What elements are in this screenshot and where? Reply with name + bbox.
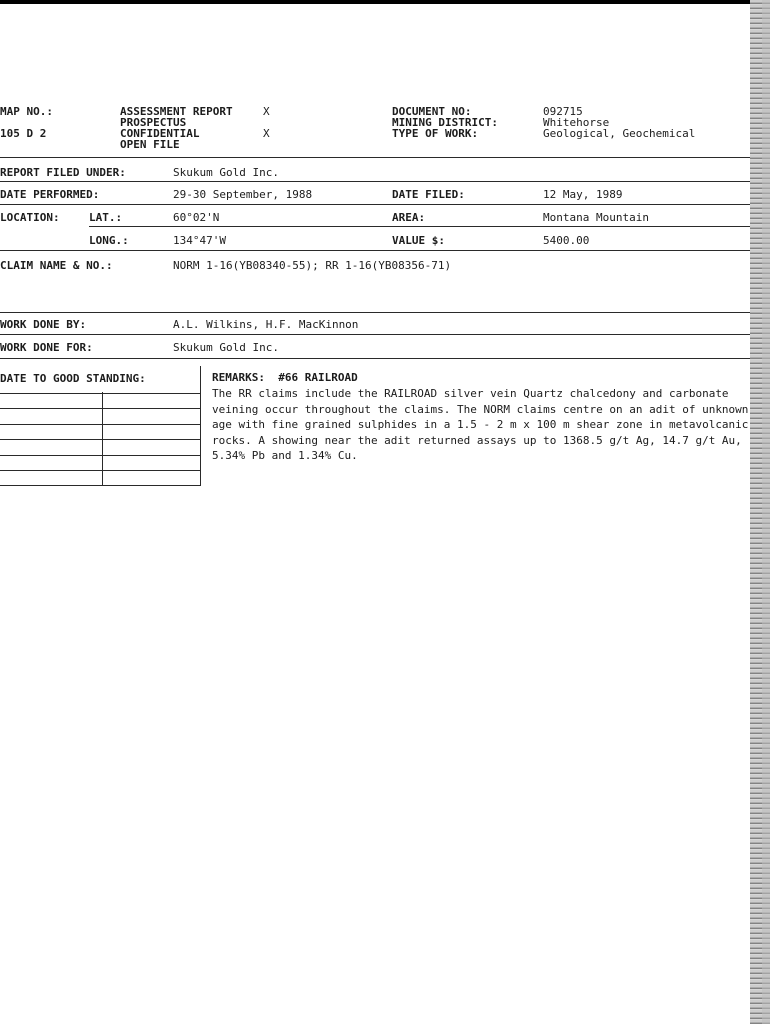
long-value: 134°47'W bbox=[173, 234, 226, 247]
document-no-value: 092715 bbox=[543, 105, 583, 118]
mining-district-label: MINING DISTRICT: bbox=[392, 116, 498, 129]
area-value: Montana Mountain bbox=[543, 211, 649, 224]
remarks-label: REMARKS: #66 RAILROAD bbox=[212, 371, 358, 384]
divider bbox=[0, 312, 750, 313]
work-done-for-label: WORK DONE FOR: bbox=[0, 341, 93, 354]
date-to-good-standing-label: DATE TO GOOD STANDING: bbox=[0, 372, 146, 385]
divider bbox=[0, 393, 200, 394]
divider bbox=[89, 226, 750, 227]
report-type-assessment: ASSESSMENT REPORT bbox=[120, 105, 233, 118]
date-performed-label: DATE PERFORMED: bbox=[0, 188, 100, 201]
report-filed-under-label: REPORT FILED UNDER: bbox=[0, 166, 126, 179]
divider bbox=[0, 408, 200, 409]
date-filed-label: DATE FILED: bbox=[392, 188, 465, 201]
assessment-mark: X bbox=[263, 105, 270, 118]
type-of-work-value: Geological, Geochemical bbox=[543, 127, 696, 140]
remarks-text: The RR claims include the RAILROAD silver vein Quartz chalcedony and carbonate veining occur throughout the claims. The NORM claims centre on an adit of unknown age with fine grained sulphides in a 1.5 - 2 m x 100 m shear zone in metavolcanic rocks. A showing near the adit returned assays up to 1368.5 g/t Ag, 14.7 g/t Au, 5.34% Pb and 1.34% Cu. bbox=[212, 387, 749, 463]
divider bbox=[0, 181, 750, 182]
scan-right-edge-shade bbox=[762, 0, 770, 1024]
divider bbox=[0, 204, 750, 205]
divider bbox=[0, 334, 750, 335]
claim-label: CLAIM NAME & NO.: bbox=[0, 259, 113, 272]
report-type-confidential: CONFIDENTIAL bbox=[120, 127, 200, 140]
type-of-work-label: TYPE OF WORK: bbox=[392, 127, 479, 140]
report-type-prospectus: PROSPECTUS bbox=[120, 116, 187, 129]
claim-value: NORM 1-16(YB08340-55); RR 1-16(YB08356-71) bbox=[173, 259, 452, 272]
long-label: LONG.: bbox=[89, 234, 129, 247]
divider bbox=[0, 424, 200, 425]
mining-district-value: Whitehorse bbox=[543, 116, 610, 129]
date-filed-value: 12 May, 1989 bbox=[543, 188, 623, 201]
lat-label: LAT.: bbox=[89, 211, 123, 224]
location-label: LOCATION: bbox=[0, 211, 60, 224]
document-no-label: DOCUMENT NO: bbox=[392, 105, 472, 118]
scan-top-edge bbox=[0, 0, 770, 4]
divider bbox=[0, 439, 200, 440]
area-label: AREA: bbox=[392, 211, 426, 224]
report-type-open-file: OPEN FILE bbox=[120, 138, 180, 151]
date-performed-value: 29-30 September, 1988 bbox=[173, 188, 313, 201]
divider bbox=[0, 157, 750, 158]
value-label: VALUE $: bbox=[392, 234, 445, 247]
value-value: 5400.00 bbox=[543, 234, 590, 247]
report-filed-under-value: Skukum Gold Inc. bbox=[173, 166, 279, 179]
map-no-value: 105 D 2 bbox=[0, 127, 47, 140]
divider bbox=[0, 358, 750, 359]
divider bbox=[0, 455, 200, 456]
work-done-by-label: WORK DONE BY: bbox=[0, 318, 87, 331]
lat-value: 60°02'N bbox=[173, 211, 220, 224]
map-no-label: MAP NO.: bbox=[0, 105, 53, 118]
work-done-for-value: Skukum Gold Inc. bbox=[173, 341, 279, 354]
divider bbox=[0, 470, 200, 471]
divider bbox=[0, 250, 750, 251]
confidential-mark: X bbox=[263, 127, 270, 140]
divider bbox=[0, 485, 200, 486]
work-done-by-value: A.L. Wilkins, H.F. MacKinnon bbox=[173, 318, 359, 331]
divider bbox=[200, 366, 201, 486]
